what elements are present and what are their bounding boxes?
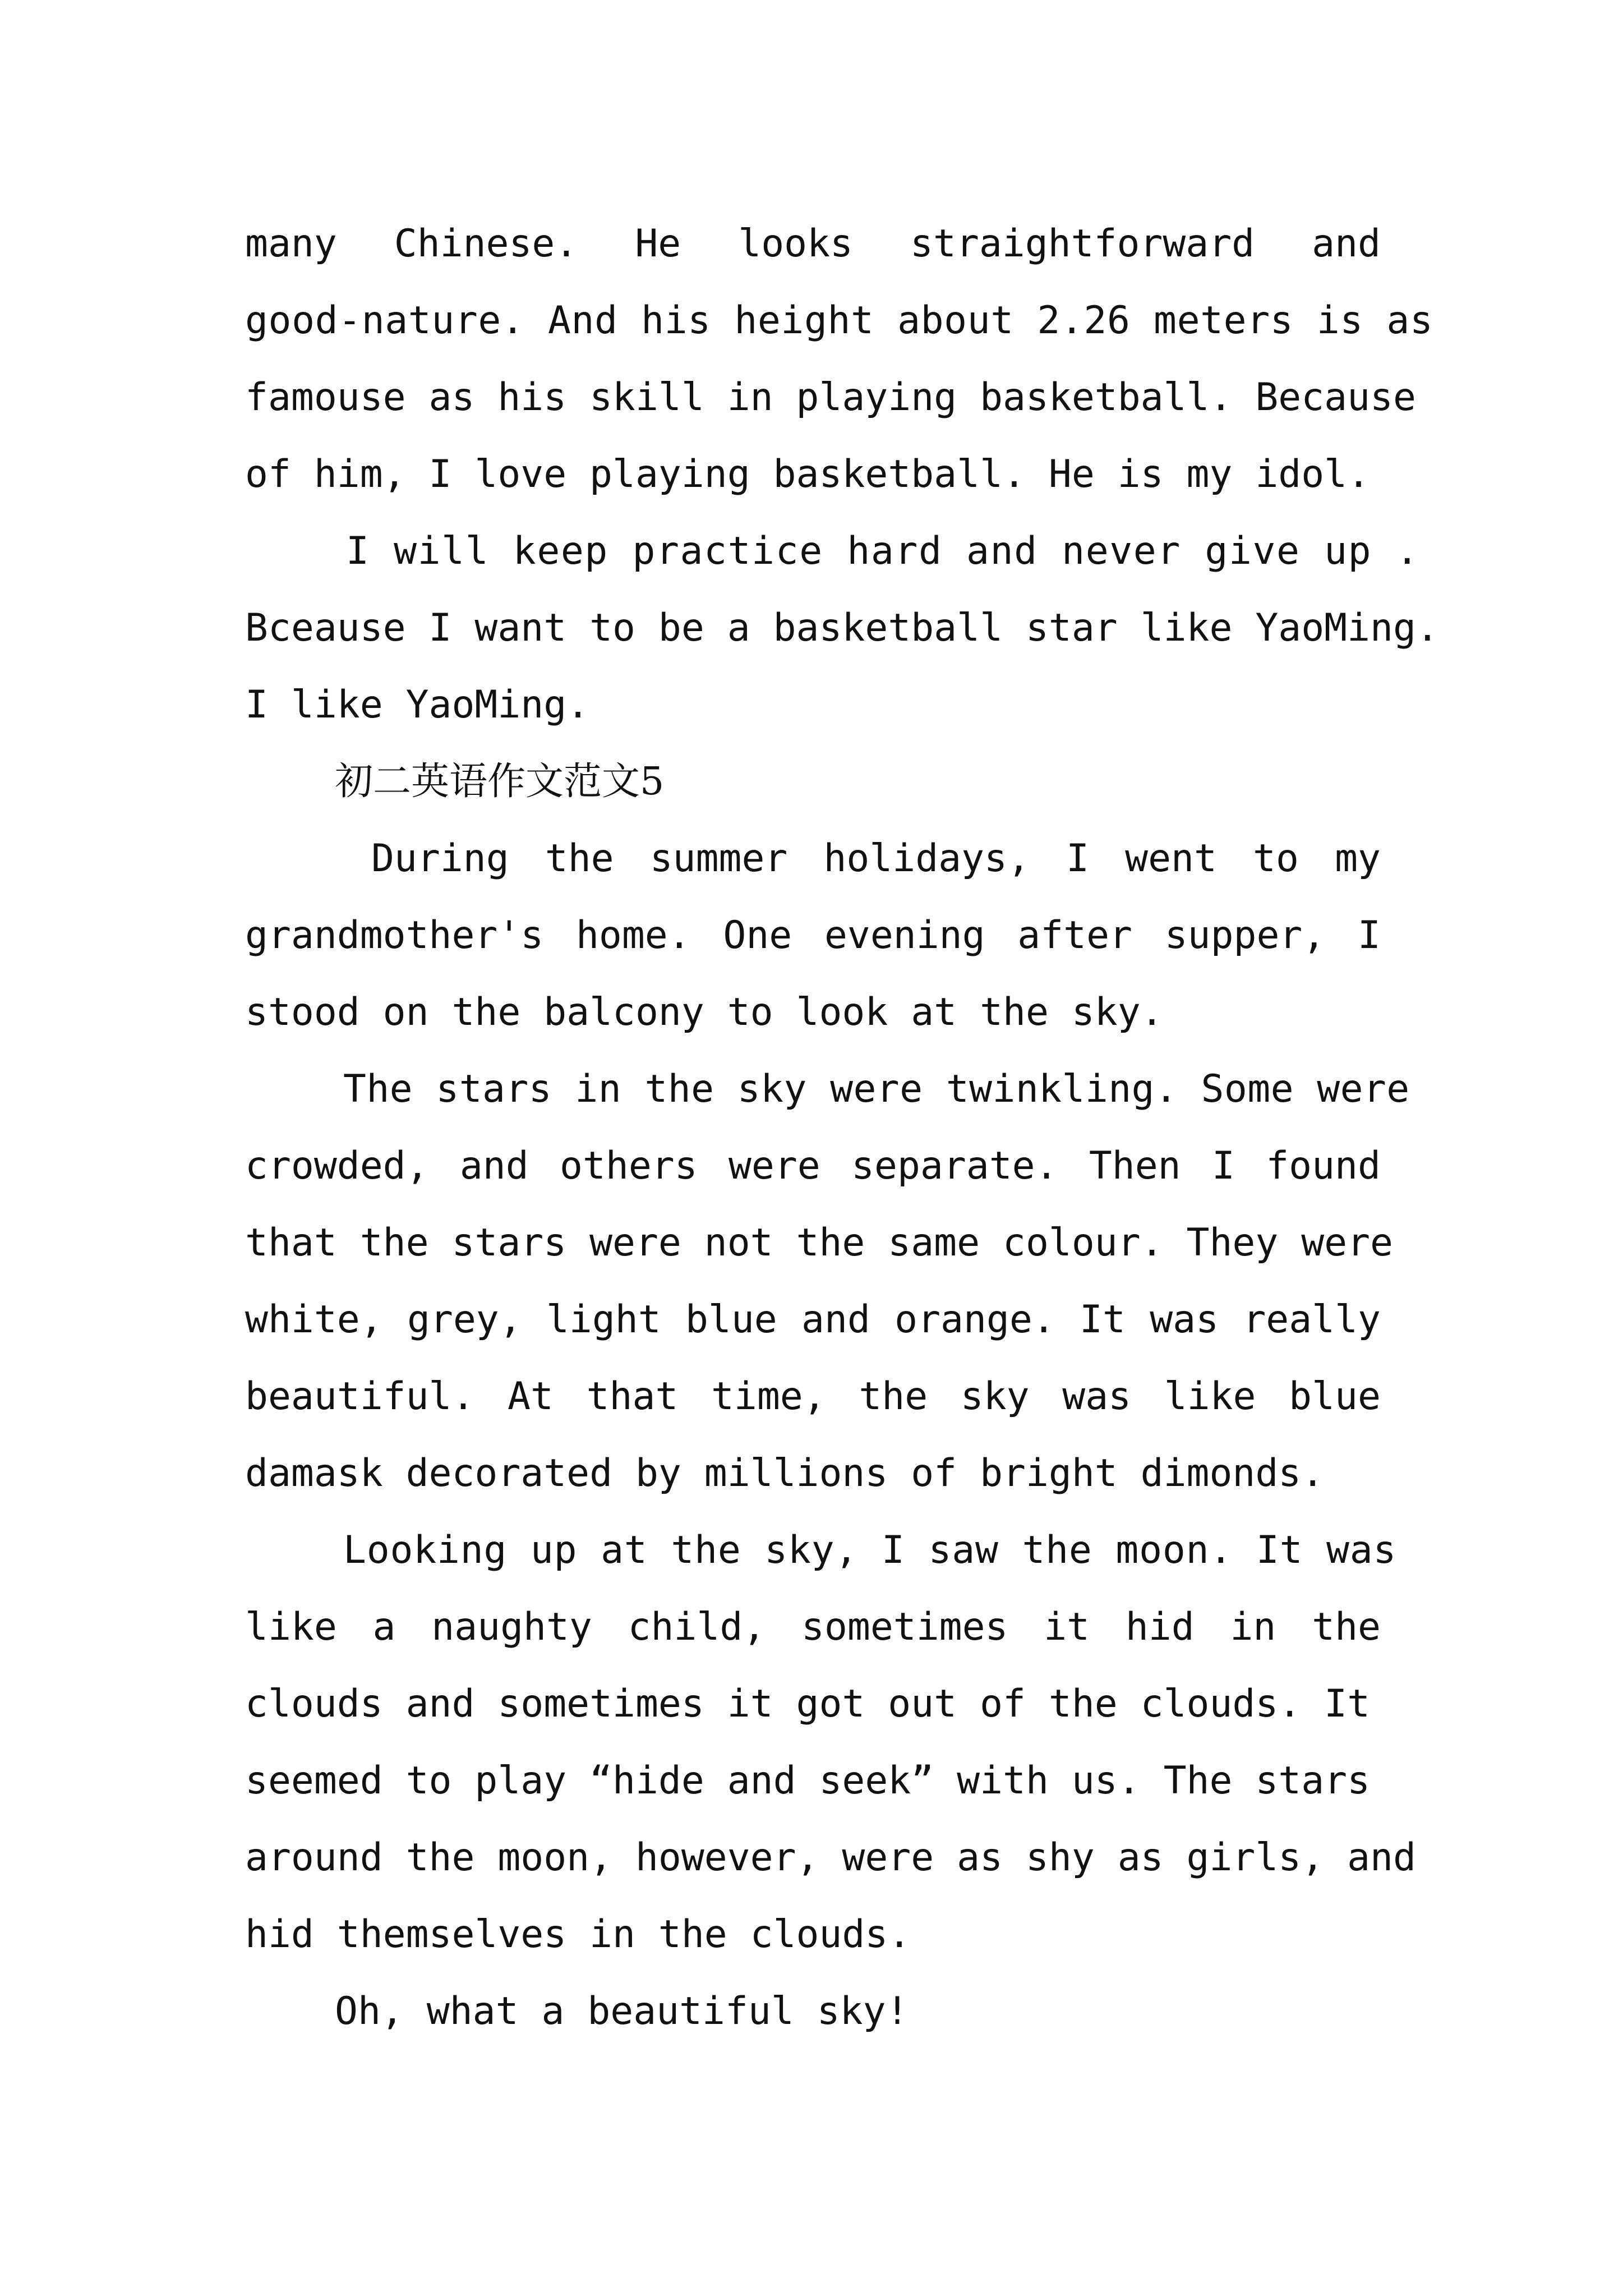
word: hid	[1125, 1605, 1195, 1649]
word: many	[245, 222, 337, 266]
word: a	[372, 1605, 396, 1649]
word: really	[1243, 1297, 1381, 1342]
word: separate.	[851, 1144, 1058, 1188]
para1-line3: famouse as his skill in playing basketball. Because	[245, 375, 1416, 420]
word: to	[1253, 836, 1299, 881]
word: naughty	[431, 1605, 592, 1649]
word: beautiful.	[245, 1374, 475, 1419]
word: evening	[824, 913, 985, 958]
word: sky	[960, 1374, 1030, 1419]
section-heading: 初二英语作文范文5	[335, 760, 665, 804]
para4-line5	[245, 1363, 1381, 1430]
para5-line3: clouds and sometimes it got out of the clouds. It	[245, 1682, 1371, 1726]
para5-line6: hid themselves in the clouds.	[245, 1912, 911, 1957]
para2-line3: I like YaoMing.	[245, 683, 590, 727]
word: summer	[649, 836, 788, 881]
word: like	[1164, 1374, 1256, 1419]
para3-line3: stood on the balcony to look at the sky.	[245, 990, 1164, 1034]
word: after	[1017, 913, 1132, 958]
word: I	[1358, 913, 1381, 958]
word: and	[459, 1144, 529, 1188]
para4-line4	[245, 1286, 1381, 1354]
para1-line4: of him, I love playing basketball. He is my idol.	[245, 452, 1371, 496]
para5-line5: around the moon, however, were as shy as girls, and	[245, 1835, 1416, 1880]
word: blue	[1289, 1374, 1381, 1419]
para5-line2	[245, 1594, 1381, 1661]
word: orange.	[895, 1297, 1055, 1342]
word: home.	[575, 913, 691, 958]
word: I	[1066, 836, 1090, 881]
para5-line4: seemed to play “hide and seek” with us. The stars	[245, 1759, 1371, 1803]
para4-line6: damask decorated by millions of bright dimonds.	[245, 1451, 1325, 1496]
para2-line1: I will keep practice hard and never give up .	[346, 529, 1420, 573]
para1-line2: good-nature. And his height about 2.26 meters is as	[245, 298, 1433, 343]
word: One	[723, 913, 792, 958]
word: the	[1312, 1605, 1381, 1649]
word: and	[1312, 222, 1381, 266]
word: it	[1044, 1605, 1090, 1649]
word: like	[245, 1605, 337, 1649]
word: was	[1150, 1297, 1219, 1342]
word: looks	[738, 222, 853, 266]
word: others	[560, 1144, 698, 1188]
word: were	[728, 1144, 820, 1188]
word: that	[586, 1374, 679, 1419]
word: grandmother's	[245, 913, 544, 958]
word: the	[545, 836, 614, 881]
word: light	[546, 1297, 661, 1342]
word: grey,	[407, 1297, 522, 1342]
word: sometimes	[801, 1605, 1008, 1649]
para4-line3: that the stars were not the same colour. They were	[245, 1221, 1393, 1265]
para5-line1: Looking up at the sky, I saw the moon. It was	[343, 1528, 1397, 1572]
word: and	[801, 1297, 870, 1342]
word: During	[371, 836, 509, 881]
word: was	[1062, 1374, 1132, 1419]
word: my	[1335, 836, 1381, 881]
word: supper,	[1164, 913, 1326, 958]
word: white,	[245, 1297, 383, 1342]
word: blue	[685, 1297, 777, 1342]
para6-line1: Oh, what a beautiful sky!	[335, 1989, 909, 2033]
word: At	[508, 1374, 554, 1419]
word: found	[1266, 1144, 1381, 1188]
word: He	[635, 222, 681, 266]
word: Then	[1089, 1144, 1181, 1188]
para4-line1: The stars in the sky were twinkling. Some were	[343, 1067, 1410, 1111]
para4-line2	[245, 1133, 1381, 1200]
para2-line2: Bceause I want to be a basketball star like YaoMing.	[245, 606, 1439, 650]
word: It	[1080, 1297, 1126, 1342]
para3-line2	[245, 902, 1381, 969]
word: holidays,	[823, 836, 1030, 881]
para1-line1	[245, 210, 1381, 278]
word: time,	[711, 1374, 826, 1419]
word: went	[1125, 836, 1217, 881]
word: crowded,	[245, 1144, 429, 1188]
word: Chinese.	[394, 222, 578, 266]
para3-line1	[371, 825, 1381, 892]
word: I	[1211, 1144, 1235, 1188]
word: the	[859, 1374, 928, 1419]
word: straightforward	[910, 222, 1255, 266]
word: child,	[628, 1605, 766, 1649]
word: in	[1230, 1605, 1276, 1649]
